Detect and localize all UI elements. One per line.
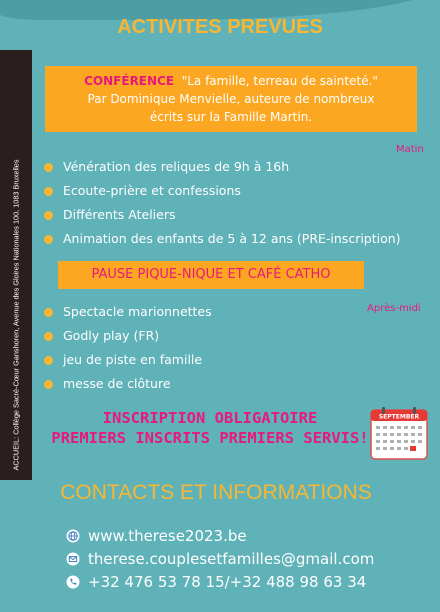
bullet-icon	[44, 187, 53, 196]
conference-line-1	[45, 72, 417, 90]
list-item: Ecoute-prière et confessions	[44, 179, 401, 203]
calendar-icon	[370, 406, 428, 460]
contact-phone[interactable]	[66, 573, 366, 591]
list-item: Godly play (FR)	[44, 324, 212, 348]
contact-email[interactable]	[66, 550, 374, 568]
bullet-icon	[44, 211, 53, 220]
bullet-icon	[44, 308, 53, 317]
bullet-icon	[44, 380, 53, 389]
list-item: Animation des enfants de 5 à 12 ans (PRE-inscription)	[44, 227, 401, 251]
bullet-icon	[44, 356, 53, 365]
list-item: messe de clôture	[44, 372, 212, 396]
registration-line-2: PREMIERS INSCRITS PREMIERS SERVIS!	[51, 429, 369, 447]
morning-list	[44, 155, 401, 251]
afternoon-tag: Après-midi	[367, 303, 421, 314]
registration-notice	[45, 408, 375, 448]
afternoon-list	[44, 300, 212, 396]
bullet-icon	[44, 235, 53, 244]
bullet-icon	[44, 163, 53, 172]
morning-tag: Matin	[396, 144, 424, 155]
sidebar-address: ACCUEIL: Collège Sacré-Cœur Ganshoren, Avenue des Gloires Nationales 100, 1083 Bruxelles	[11, 159, 21, 471]
page-title: ACTIVITES PREVUES	[117, 16, 323, 38]
calendar-month: SEPTEMBER	[378, 413, 420, 421]
pause-box: PAUSE PIQUE-NIQUE ET CAFÉ CATHO	[58, 261, 364, 289]
conference-line-2: Par Dominique Menvielle, auteure de nombreux	[87, 92, 375, 106]
list-item: Différents Ateliers	[44, 203, 401, 227]
contacts-title: CONTACTS ET INFORMATIONS	[60, 481, 372, 504]
contact-website[interactable]	[66, 527, 247, 545]
conference-label: CONFÉRENCE	[84, 74, 175, 88]
website-link[interactable]: www.therese2023.be	[88, 527, 247, 545]
bullet-icon	[44, 332, 53, 341]
globe-icon	[66, 529, 80, 543]
registration-line-1: INSCRIPTION OBLIGATOIRE	[102, 409, 318, 427]
conference-title: "La famille, terreau de sainteté."	[181, 74, 378, 88]
sidebar-address-panel	[0, 50, 32, 480]
conference-line-3: écrits sur la Famille Martin.	[149, 110, 313, 124]
list-item: jeu de piste en famille	[44, 348, 212, 372]
list-item: Vénération des reliques de 9h à 16h	[44, 155, 401, 179]
email-link[interactable]: therese.couplesetfamilles@gmail.com	[88, 550, 375, 568]
envelope-icon	[66, 552, 80, 566]
list-item: Spectacle marionnettes	[44, 300, 212, 324]
phone-number[interactable]: +32 476 53 78 15/+32 488 98 63 34	[88, 573, 367, 591]
phone-icon	[66, 575, 80, 589]
conference-box	[45, 66, 417, 132]
